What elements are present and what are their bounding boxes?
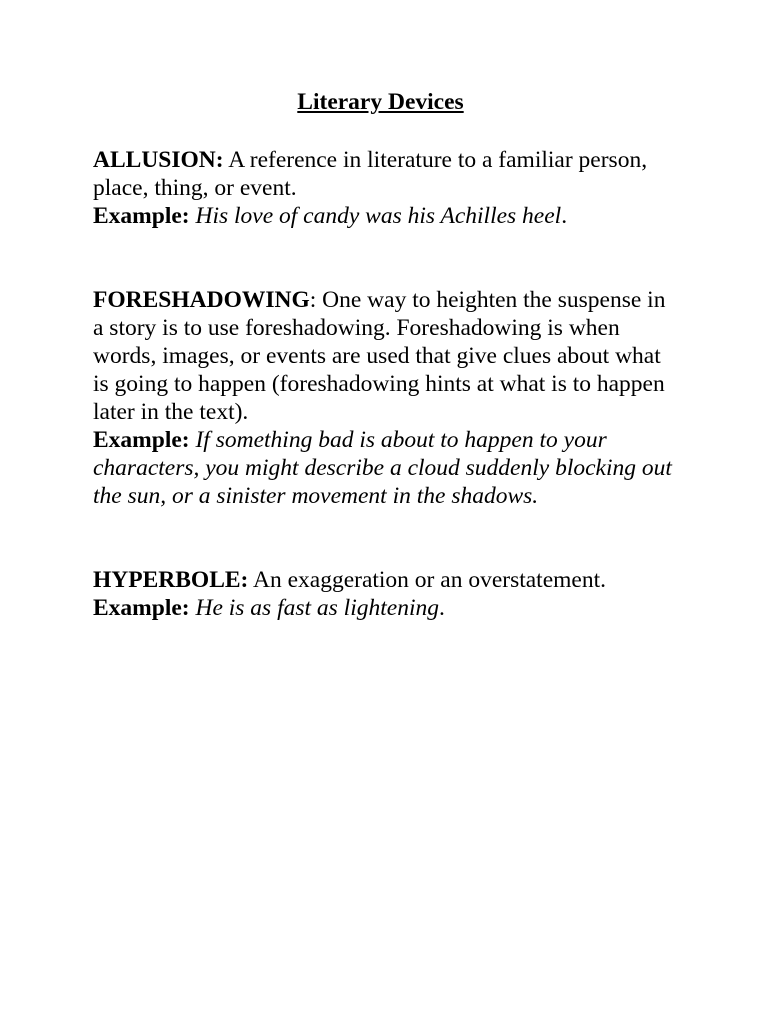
definition-text: A reference in literature to a familiar person, place, thing, or event.: [93, 147, 648, 201]
term-separator: :: [309, 287, 323, 313]
spacer: [93, 510, 673, 566]
example-label: Example:: [93, 595, 190, 621]
document-page: [93, 88, 673, 622]
definition-text: One way to heighten the suspense in a story is to use foreshadowing. Foreshadowing is when words, images, or events are used that give clues about what is going to happen (foreshadowing hints at what is to happen later in the text).: [93, 287, 666, 425]
definition-paragraph: [93, 146, 673, 202]
entry-hyperbole: [93, 566, 673, 622]
example-label: Example:: [93, 203, 190, 229]
spacer: [93, 230, 673, 286]
example-paragraph: [93, 202, 673, 230]
example-end: .: [561, 203, 568, 229]
example-text: He is as fast as lightening: [195, 595, 439, 621]
term-label: ALLUSION:: [93, 147, 224, 173]
example-paragraph: [93, 426, 673, 510]
document-title: Literary Devices: [297, 89, 464, 115]
term-label: HYPERBOLE:: [93, 567, 249, 593]
example-end: .: [438, 595, 445, 621]
term-label: FORESHADOWING: [93, 287, 310, 313]
example-text: If something bad is about to happen to your characters, you might describe a cloud suddenly blocking out the sun, or a sinister movement in the shadows.: [93, 427, 672, 509]
definition-text: An exaggeration or an overstatement.: [252, 567, 607, 593]
definition-paragraph: [93, 286, 673, 426]
example-paragraph: [93, 594, 673, 622]
example-text: His love of candy was his Achilles heel: [195, 203, 562, 229]
example-label: Example:: [93, 427, 190, 453]
entry-foreshadowing: [93, 286, 673, 510]
definition-paragraph: [93, 566, 673, 594]
entry-allusion: [93, 146, 673, 230]
